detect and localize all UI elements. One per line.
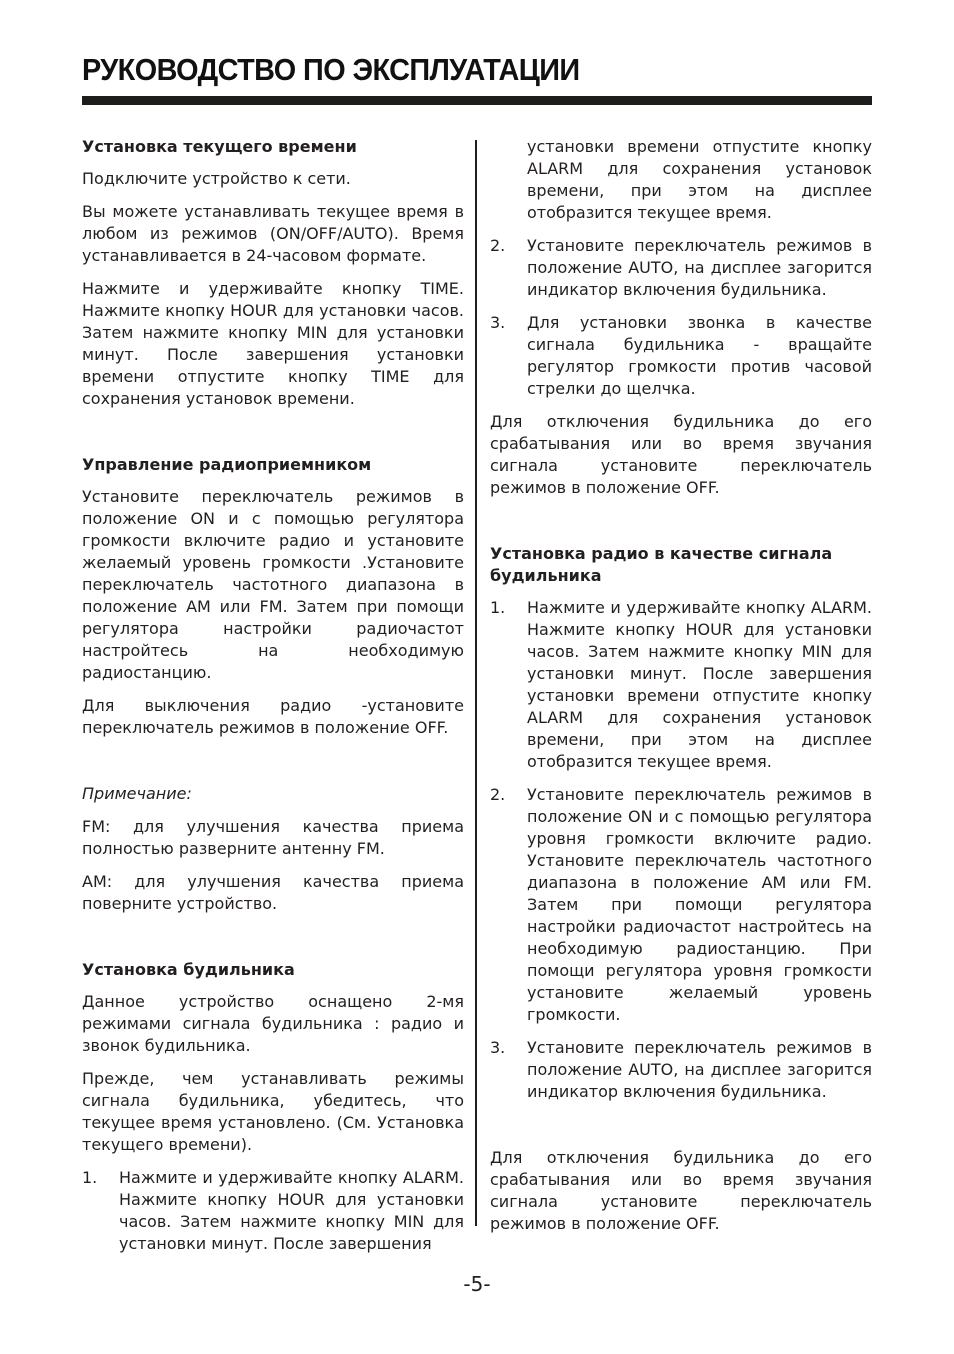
paragraph: Для отключения будильника до его срабатывания или во время звучания сигнала установите переключатель режимов в положение OFF.: [490, 412, 872, 497]
paragraph: Подключите устройство к сети.: [82, 169, 351, 188]
list-text: Установите переключатель режимов в положение AUTO, на дисплее загорится индикатор включения будильника.: [527, 1038, 872, 1101]
header-rule: [82, 96, 872, 105]
section-title-radio-control: Управление радиоприемником: [82, 455, 372, 474]
list-number: 2.: [490, 785, 506, 804]
paragraph: Для отключения будильника до его срабатывания или во время звучания сигнала установите переключатель режимов в положение OFF.: [490, 1148, 872, 1233]
list-number: 1.: [490, 598, 506, 617]
alarm-bell-steps: [490, 235, 872, 400]
list-text: Установите переключатель режимов в положение ON и с помощью регулятора уровня громкости включите радио. Установите переключатель частотного диапазона в положение AM или FM. Затем при помощи регулятора настройки радиочастот настройтесь на необходимую радиостанцию. При помощи регулятора уровня громкости установите желаемый уровень громкости.: [527, 785, 872, 1024]
paragraph: Установите переключатель режимов в положение ON и с помощью регулятора громкости включите радио и установите желаемый уровень громкости .Установите переключатель частотного диапазона в положение AM или FM. Затем при помощи регулятора настройки радиочастот настройтесь на необходимую радиостанцию.: [82, 487, 464, 682]
paragraph: Прежде, чем устанавливать режимы сигнала будильника, убедитесь, что текущее время установлено. (См. Установка текущего времени).: [82, 1069, 464, 1154]
paragraph: Данное устройство оснащено 2-мя режимами сигнала будильника : радио и звонок будильника.: [82, 992, 464, 1055]
list-number: 3.: [490, 1038, 506, 1057]
list-item: [490, 597, 872, 773]
section-title-alarm-setup: Установка будильника: [82, 960, 295, 979]
paragraph: Нажмите и удерживайте кнопку TIME. Нажмите кнопку HOUR для установки часов. Затем нажмите кнопку MIN для установки минут. После завершения установки времени отпустите кнопку TIME для сохранения установок времени.: [82, 279, 464, 408]
note-am: AM: для улучшения качества приема поверните устройство.: [82, 872, 464, 913]
list-text: Нажмите и удерживайте кнопку ALARM. Нажмите кнопку HOUR для установки часов. Затем нажмите кнопку MIN для установки минут. После завершения установки времени отпустите кнопку ALARM для сохранения установок времени, при этом на дисплее отобразится текущее время.: [527, 598, 872, 771]
note-label: Примечание:: [82, 784, 192, 803]
list-item: [490, 1037, 872, 1103]
list-number: 1.: [82, 1168, 98, 1187]
paragraph: Для выключения радио -установите переключатель режимов в положение OFF.: [82, 696, 464, 737]
radio-alarm-steps: [490, 597, 872, 1103]
list-item: [490, 235, 872, 301]
list-text: Для установки звонка в качестве сигнала будильника - вращайте регулятор громкости против часовой стрелки до щелчка.: [527, 313, 872, 398]
list-item-continuation: установки времени отпустите кнопку ALARM для сохранения установок времени, при этом на дисплее отобразится текущее время.: [527, 137, 872, 222]
column-divider: [475, 140, 477, 1226]
list-item: [82, 1167, 464, 1255]
section-title-current-time: Установка текущего времени: [82, 137, 357, 156]
list-item: [490, 784, 872, 1026]
list-number: 2.: [490, 236, 506, 255]
paragraph: Вы можете устанавливать текущее время в любом из режимов (ON/OFF/AUTO). Время устанавливается в 24-часовом формате.: [82, 202, 464, 265]
list-item: [490, 312, 872, 400]
list-text: Нажмите и удерживайте кнопку ALARM. Нажмите кнопку HOUR для установки часов. Затем нажмите кнопку MIN для установки минут. После завершения: [119, 1168, 464, 1253]
right-column: [490, 136, 872, 1246]
page-title: РУКОВОДСТВО ПО ЭКСПЛУАТАЦИИ: [82, 52, 580, 87]
note-fm: FM: для улучшения качества приема полностью разверните антенну FM.: [82, 817, 464, 858]
section-title-radio-alarm: Установка радио в качестве сигнала будильника: [490, 544, 833, 585]
list-number: 3.: [490, 313, 506, 332]
left-column: [82, 136, 464, 1266]
list-text: Установите переключатель режимов в положение AUTO, на дисплее загорится индикатор включения будильника.: [527, 236, 872, 299]
page-number: -5-: [463, 1272, 491, 1296]
